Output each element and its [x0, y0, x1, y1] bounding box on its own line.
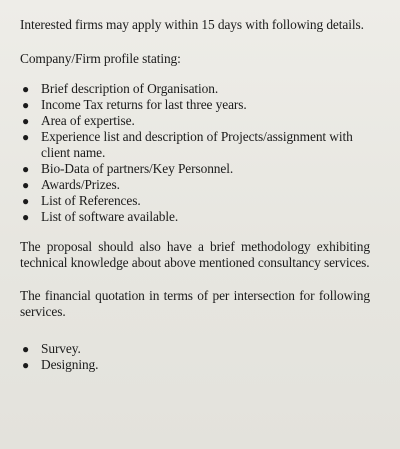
intro-paragraph: Interested firms may apply within 15 days with following details.: [20, 17, 364, 32]
list-item-text: Income Tax returns for last three years.: [41, 97, 247, 112]
list-item-text: Designing.: [41, 357, 99, 372]
list-item: [20, 193, 370, 209]
list-item-text: Brief description of Organisation.: [41, 81, 219, 96]
profile-list: [20, 81, 370, 225]
bullet-icon: ●: [22, 98, 30, 112]
list-item: [20, 357, 370, 373]
document-body: [20, 17, 370, 373]
list-item: [20, 209, 370, 225]
bullet-icon: ●: [22, 162, 30, 176]
bullet-icon: ●: [22, 210, 30, 224]
methodology-paragraph: The proposal should also have a brief methodology exhibiting technical knowledge about above mentioned consultancy services.: [20, 239, 370, 270]
services-list: [20, 341, 370, 373]
list-item: [20, 81, 370, 97]
list-item: [20, 177, 370, 193]
list-item: [20, 129, 370, 161]
list-item-text: Bio-Data of partners/Key Personnel.: [41, 161, 234, 176]
list-item-text: Survey.: [41, 341, 81, 356]
list-item-text: List of software available.: [41, 209, 179, 224]
bullet-icon: ●: [22, 194, 30, 208]
bullet-icon: ●: [22, 114, 30, 128]
financial-paragraph: The financial quotation in terms of per intersection for following services.: [20, 288, 370, 319]
list-item: [20, 161, 370, 177]
list-item-text: Awards/Prizes.: [41, 177, 120, 192]
bullet-icon: ●: [22, 358, 30, 372]
bullet-icon: ●: [22, 82, 30, 96]
list-item-text: Experience list and description of Projects/assignment with client name.: [41, 129, 353, 160]
list-item: [20, 113, 370, 129]
bullet-icon: ●: [22, 178, 30, 192]
bullet-icon: ●: [22, 130, 30, 144]
list-item-text: List of References.: [41, 193, 141, 208]
list-item: [20, 97, 370, 113]
bullet-icon: ●: [22, 342, 30, 356]
list-item-text: Area of expertise.: [41, 113, 135, 128]
list-item: [20, 341, 370, 357]
profile-heading: Company/Firm profile stating:: [20, 51, 181, 66]
